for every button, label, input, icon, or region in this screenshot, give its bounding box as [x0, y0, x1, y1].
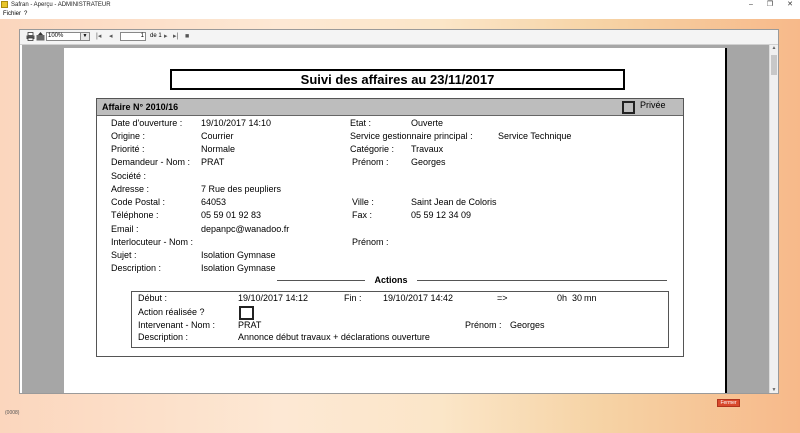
- maximize-button[interactable]: ❐: [766, 1, 774, 8]
- origine-value: Courrier: [201, 131, 234, 141]
- interlocuteur-prenom-label: Prénom :: [352, 237, 389, 247]
- adresse-value: 7 Rue des peupliers: [201, 184, 282, 194]
- fax-value: 05 59 12 34 09: [411, 210, 472, 220]
- affaire-section: [96, 98, 684, 357]
- etat-label: Etat :: [350, 118, 372, 128]
- actions-heading: Actions: [374, 275, 408, 285]
- divider: [277, 280, 365, 281]
- affaire-number: Affaire N° 2010/16: [102, 102, 179, 112]
- action-duration-hours: 0h: [557, 293, 568, 303]
- email-label: Email :: [111, 224, 139, 234]
- description-value: Isolation Gymnase: [201, 263, 276, 273]
- first-page-button[interactable]: |◂: [96, 33, 102, 40]
- service-label: Service gestionnaire principal :: [350, 131, 473, 141]
- scrollbar-thumb[interactable]: [771, 55, 777, 75]
- chevron-down-icon: ▼: [80, 33, 89, 40]
- action-fin-value: 19/10/2017 14:42: [383, 293, 454, 303]
- intervenant-value: PRAT: [238, 320, 262, 330]
- action-description-label: Description :: [138, 332, 189, 342]
- sujet-value: Isolation Gymnase: [201, 250, 276, 260]
- close-window-button[interactable]: ✕: [787, 1, 793, 8]
- categorie-value: Travaux: [411, 144, 444, 154]
- demandeur-value: PRAT: [201, 157, 225, 167]
- zoom-value: 100%: [48, 33, 64, 39]
- privee-checkbox: [622, 101, 635, 114]
- menu-bar: [0, 10, 800, 19]
- action-duration-unit: mn: [584, 293, 597, 303]
- prenom-label: Prénom :: [352, 157, 389, 167]
- zoom-select[interactable]: [46, 32, 90, 41]
- action-duration-arrow: =>: [497, 293, 508, 303]
- page-count-label: de 1: [150, 33, 162, 39]
- last-page-button[interactable]: ▸|: [173, 33, 179, 40]
- fermer-button[interactable]: Fermer: [717, 399, 740, 407]
- telephone-label: Téléphone :: [111, 210, 159, 220]
- action-duration-minutes: 30: [572, 293, 583, 303]
- telephone-value: 05 59 01 92 83: [201, 210, 262, 220]
- action-debut-label: Début :: [138, 293, 168, 303]
- priorite-label: Priorité :: [111, 144, 145, 154]
- date-ouverture-value: 19/10/2017 14:10: [201, 118, 272, 128]
- title-bar: [0, 0, 800, 10]
- origine-label: Origine :: [111, 131, 146, 141]
- etat-value: Ouverte: [411, 118, 444, 128]
- report-title: Suivi des affaires au 23/11/2017: [170, 69, 625, 90]
- prev-page-button[interactable]: ◂: [109, 33, 113, 40]
- next-page-button[interactable]: ▸: [164, 33, 168, 40]
- intervenant-prenom-label: Prénom :: [465, 320, 502, 330]
- sujet-label: Sujet :: [111, 250, 137, 260]
- printer-icon[interactable]: [25, 32, 35, 41]
- description-label: Description :: [111, 263, 162, 273]
- code-postal-value: 64053: [201, 197, 227, 207]
- fax-label: Fax :: [352, 210, 373, 220]
- report-page: [64, 48, 727, 393]
- priorite-value: Normale: [201, 144, 236, 154]
- ville-value: Saint Jean de Coloris: [411, 197, 497, 207]
- prenom-value: Georges: [411, 157, 446, 167]
- stop-button[interactable]: ■: [185, 33, 190, 40]
- email-value: depanpc@wanadoo.fr: [201, 224, 290, 234]
- intervenant-prenom-value: Georges: [510, 320, 545, 330]
- intervenant-label: Intervenant - Nom :: [138, 320, 216, 330]
- ville-label: Ville :: [352, 197, 374, 207]
- report-viewer: [19, 29, 779, 394]
- action-fin-label: Fin :: [344, 293, 362, 303]
- service-value: Service Technique: [498, 131, 572, 141]
- export-icon[interactable]: [35, 32, 45, 41]
- categorie-label: Catégorie :: [350, 144, 395, 154]
- menu-help[interactable]: ?: [24, 11, 28, 17]
- app-icon: [1, 1, 8, 8]
- divider: [417, 280, 667, 281]
- interlocuteur-label: Interlocuteur - Nom :: [111, 237, 194, 247]
- vertical-scrollbar[interactable]: [769, 45, 778, 393]
- demandeur-label: Demandeur - Nom :: [111, 157, 191, 167]
- societe-label: Société :: [111, 171, 147, 181]
- scroll-up-icon[interactable]: ▲: [771, 45, 777, 51]
- viewer-toolbar: [20, 30, 778, 45]
- adresse-label: Adresse :: [111, 184, 150, 194]
- action-realisee-checkbox: [239, 306, 254, 320]
- action-realisee-label: Action réalisée ?: [138, 307, 205, 317]
- scroll-down-icon[interactable]: ▼: [771, 387, 777, 393]
- code-postal-label: Code Postal :: [111, 197, 166, 207]
- action-item: [131, 291, 669, 348]
- privee-label: Privée: [640, 100, 666, 110]
- window-title: Safran - Aperçu - ADMINISTRATEUR: [11, 2, 111, 8]
- date-ouverture-label: Date d'ouverture :: [111, 118, 183, 128]
- menu-fichier[interactable]: Fichier: [3, 11, 22, 17]
- minimize-button[interactable]: –: [749, 1, 753, 8]
- page-number-input[interactable]: 1: [120, 32, 146, 41]
- action-description-value: Annonce début travaux + déclarations ouverture: [238, 332, 430, 342]
- affaire-header: [97, 99, 683, 116]
- status-text: (0008): [5, 410, 20, 416]
- action-debut-value: 19/10/2017 14:12: [238, 293, 309, 303]
- report-canvas: [22, 45, 770, 393]
